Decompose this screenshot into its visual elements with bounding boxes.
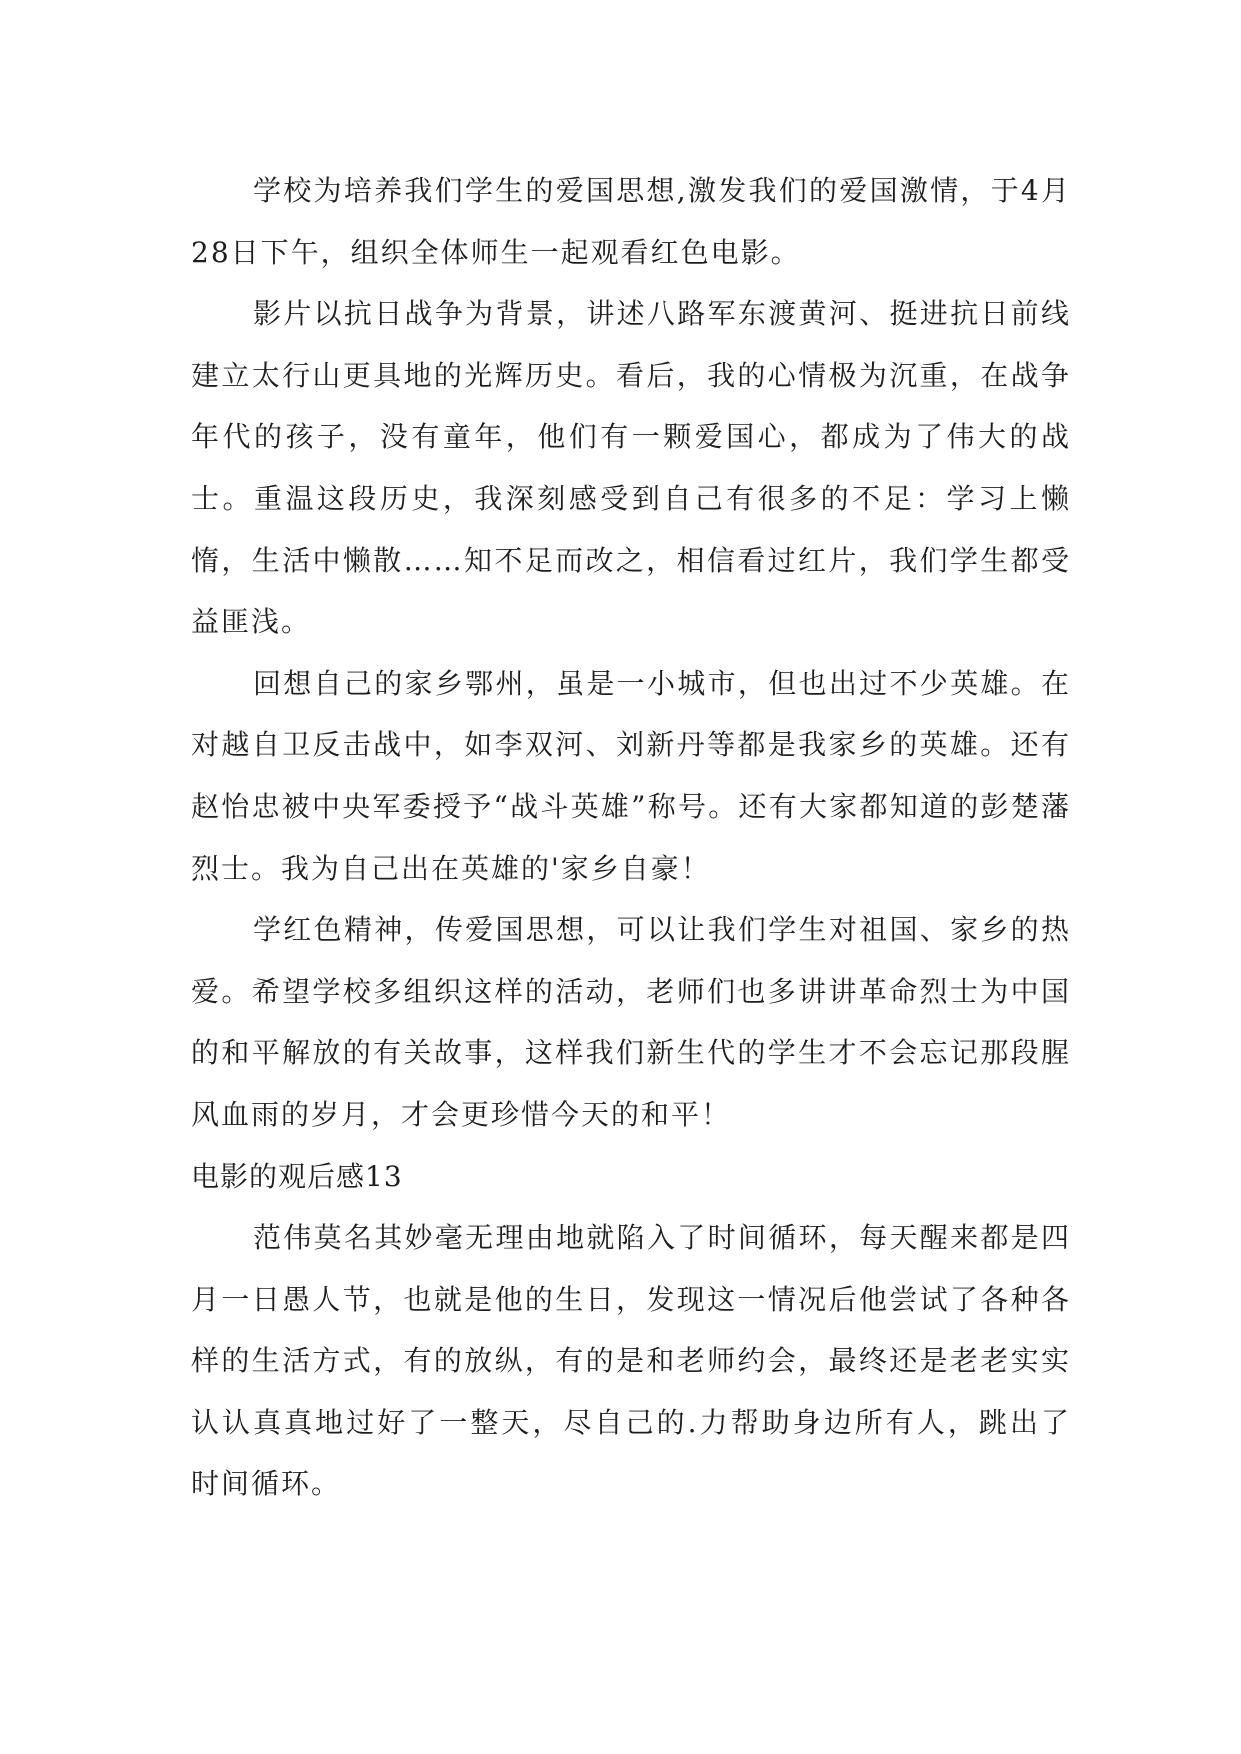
section-heading: 电影的观后感13 <box>191 1159 403 1193</box>
paragraph-red-spirit: 学红色精神，传爱国思想，可以让我们学生对祖国、家乡的热爱。希望学校多组织这样的活动，老师们也多讲讲革命烈士为中国的和平解放的有关故事，这样我们新生代的学生才不会忘记那段腥风血雨的岁月，才会更珍惜今天的和平！ <box>191 913 1071 1131</box>
paragraph-hometown-heroes: 回想自己的家乡鄂州，虽是一小城市，但也出过不少英雄。在对越自卫反击战中，如李双河、刘新丹等都是我家乡的英雄。还有赵怡忠被中央军委授予“战斗英雄”称号。还有大家都知道的彭楚藩烈士。我为自己出在英雄的'家乡自豪！ <box>191 666 1071 885</box>
paragraph-time-loop: 范伟莫名其妙毫无理由地就陷入了时间循环，每天醒来都是四月一日愚人节，也就是他的生日，发现这一情况后他尝试了各种各样的生活方式，有的放纵，有的是和老师约会，最终还是老老实实认认真真地过好了一整天，尽自己的.力帮助身边所有人，跳出了时间循环。 <box>191 1221 1071 1501</box>
paragraph-school-screening: 学校为培养我们学生的爱国思想,激发我们的爱国激情，于4月28日下午，组织全体师生一起观看红色电影。 <box>191 174 1071 269</box>
paragraph-film-summary: 影片以抗日战争为背景，讲述八路军东渡黄河、挺进抗日前线建立太行山更具地的光辉历史。看后，我的心情极为沉重，在战争年代的孩子，没有童年，他们有一颗爱国心，都成为了伟大的战士。重温这段历史，我深刻感受到自己有很多的不足：学习上懒惰，生活中懒散……知不足而改之，相信看过红片，我们学生都受益匪浅。 <box>191 297 1071 639</box>
document-body <box>191 160 1071 1515</box>
